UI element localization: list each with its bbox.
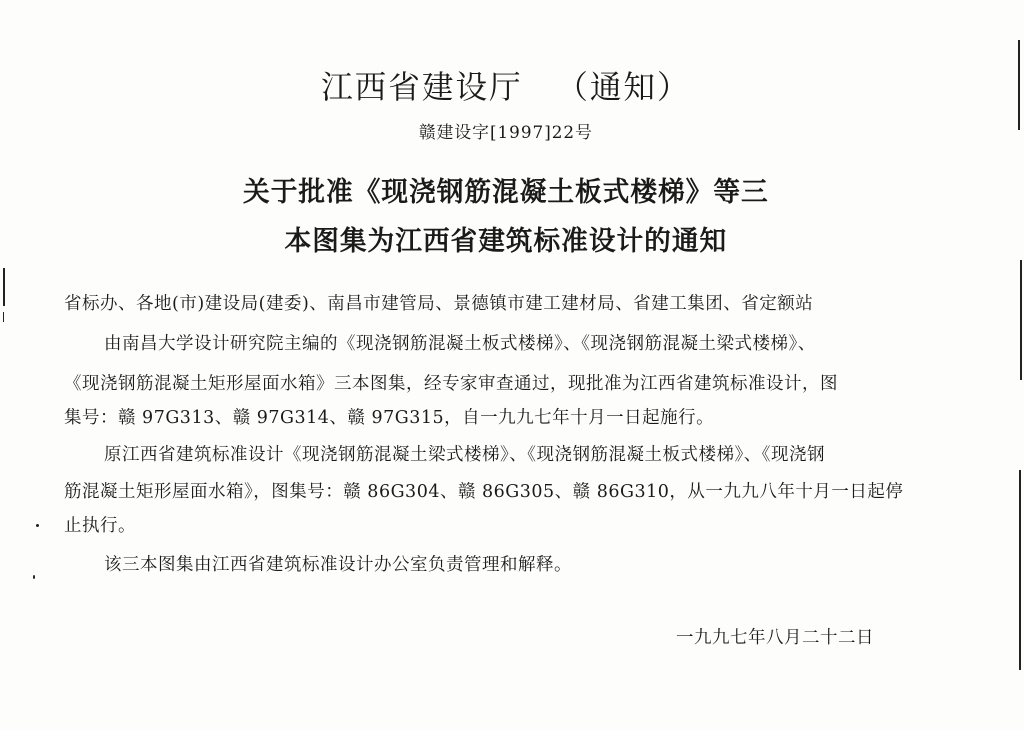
document-number: 赣建设字[1997]22号 [418,123,593,143]
subject-line-2: 本图集为江西省建筑标准设计的通知 [284,226,728,257]
paragraph-3-line: 该三本图集由江西省建筑标准设计办公室负责管理和解释。 [104,555,572,575]
paragraph-2-line: 止执行。 [64,516,136,536]
scan-edge-mark [1019,470,1021,670]
scan-edge-mark [3,312,4,322]
paragraph-1-line: 集号：赣 97G313、赣 97G314、赣 97G315，自一九九七年十月一日起施行。 [64,408,715,428]
paragraph-1-line: 由南昌大学设计研究院主编的《现浇钢筋混凝土板式楼梯》、《现浇钢筋混凝土梁式楼梯》、 [104,334,816,354]
scan-speck [36,524,39,527]
scan-edge-mark [3,268,5,306]
paragraph-1-line: 《现浇钢筋混凝土矩形屋面水箱》三本图集，经专家审查通过，现批准为江西省建筑标准设计，图 [64,374,838,394]
document-title [0,62,1012,108]
issuer-name: 江西省建设厅 [321,68,523,106]
scan-speck [33,575,35,579]
scan-edge-mark [1020,260,1022,380]
paragraph-2-line: 筋混凝土矩形屋面水箱》，图集号：赣 86G304、赣 86G305、赣 86G310，从一九九八年十月一日起停 [64,482,904,502]
issue-date: 一九九七年八月二十二日 [676,628,874,648]
paragraph-2-line: 原江西省建筑标准设计《现浇钢筋混凝土梁式楼梯》、《现浇钢筋混凝土板式楼梯》、《现浇钢 [104,445,825,465]
document-type: （通知） [556,68,691,106]
recipients-line: 省标办、各地(市)建设局(建委)、南昌市建管局、景德镇市建工建材局、省建工集团、省定额站 [64,294,814,314]
scan-edge-mark [1018,40,1020,130]
subject-line-1: 关于批准《现浇钢筋混凝土板式楼梯》等三 [243,177,769,208]
